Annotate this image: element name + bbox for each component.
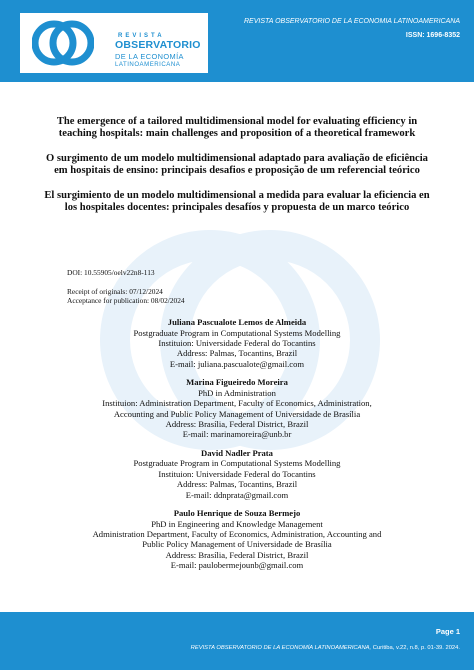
title-spanish: El surgimiento de un modelo multidimensional a medida para evaluar la eficiencia en los hospitales docentes: principales desafíos y propuesta de un marco teórico <box>44 189 430 214</box>
citation-details: Curitiba, v.22, n.8, p. 01-39. 2024. <box>371 645 460 651</box>
author-name: Marina Figueiredo Moreira <box>186 377 288 388</box>
author-address: Address: Brasília, Federal District, Brazil <box>165 419 309 430</box>
author-address: Address: Brasília, Federal District, Brazil <box>165 549 309 560</box>
author-block <box>40 448 434 500</box>
author-program: Postgraduate Program in Computational Systems Modelling <box>133 458 341 469</box>
logo-rings-icon <box>32 17 94 69</box>
page-header <box>0 0 474 82</box>
logo-revista-text: REVISTA <box>118 33 165 39</box>
author-program: Postgraduate Program in Computational Systems Modelling <box>133 327 341 338</box>
doi-link[interactable]: DOI: 10.55905/oelv22n8-113 <box>67 268 155 277</box>
author-email[interactable]: E-mail: juliana.pascualote@gmail.com <box>169 358 305 369</box>
receipt-date: Receipt of originals: 07/12/2024 <box>67 286 163 296</box>
author-institution: Instituion: Universidade Federal do Tocantins <box>158 468 316 479</box>
author-institution-cont: Accounting and Public Policy Management of Universidade de Brasília <box>113 408 361 419</box>
acceptance-date: Acceptance for publication: 08/02/2024 <box>67 296 185 306</box>
article-titles <box>40 116 434 226</box>
author-list <box>40 317 434 579</box>
page-footer <box>0 612 474 670</box>
logo-economia-text: DE LA ECONOMÍA <box>115 52 184 61</box>
page-number: Page 1 <box>435 627 460 636</box>
author-institution-cont: Public Policy Management of Universidade de Brasília <box>142 539 332 550</box>
author-block <box>40 508 434 571</box>
author-address: Address: Palmas, Tocantins, Brazil <box>176 348 298 359</box>
author-name: Paulo Henrique de Souza Bermejo <box>173 508 301 519</box>
author-degree: PhD in Administration <box>198 387 276 398</box>
title-english: The emergence of a tailored multidimensional model for evaluating efficiency in teaching hospitals: main challenges and proposition of a theoretical framework <box>56 116 418 140</box>
author-institution: Instituion: Universidade Federal do Tocantins <box>158 338 316 348</box>
article-meta <box>67 268 185 306</box>
author-address: Address: Palmas, Tocantins, Brazil <box>176 479 298 490</box>
title-portuguese: O surgimento de um modelo multidimensional adaptado para avaliação de eficiência em hospitais de ensino: principais desafios e proposição de um referencial teórico <box>46 152 428 177</box>
author-name: Juliana Pascualote Lemos de Almeida <box>167 317 307 327</box>
logo-latinoamericana-text: LATINOAMERICANA <box>115 61 181 68</box>
logo-observatorio-text: OBSERVATORIO <box>115 39 201 51</box>
author-degree: PhD in Engineering and Knowledge Management <box>151 518 323 529</box>
author-email[interactable]: E-mail: marinamoreira@unb.br <box>182 429 292 440</box>
author-block <box>40 317 434 369</box>
author-institution: Instituion: Administration Department, Faculty of Economics, Administration, <box>102 398 372 409</box>
author-block <box>40 377 434 440</box>
author-institution: Administration Department, Faculty of Economics, Administration, Accounting and <box>92 529 382 540</box>
author-email[interactable]: E-mail: ddnprata@gmail.com <box>185 489 289 500</box>
journal-logo <box>20 13 208 73</box>
citation-journal: REVISTA OBSERVATORIO DE LA ECONOMÍA LATINOAMERICANA, <box>190 645 372 651</box>
author-email[interactable]: E-mail: paulobermejounb@gmail.com <box>170 560 304 571</box>
journal-name: REVISTA OBSERVATORIO DE LA ECONOMIA LATINOAMERICANA <box>243 18 460 25</box>
issn-label: ISSN: 1696-8352 <box>405 32 460 39</box>
author-name: David Nadler Prata <box>201 447 273 458</box>
citation-line <box>191 645 460 651</box>
